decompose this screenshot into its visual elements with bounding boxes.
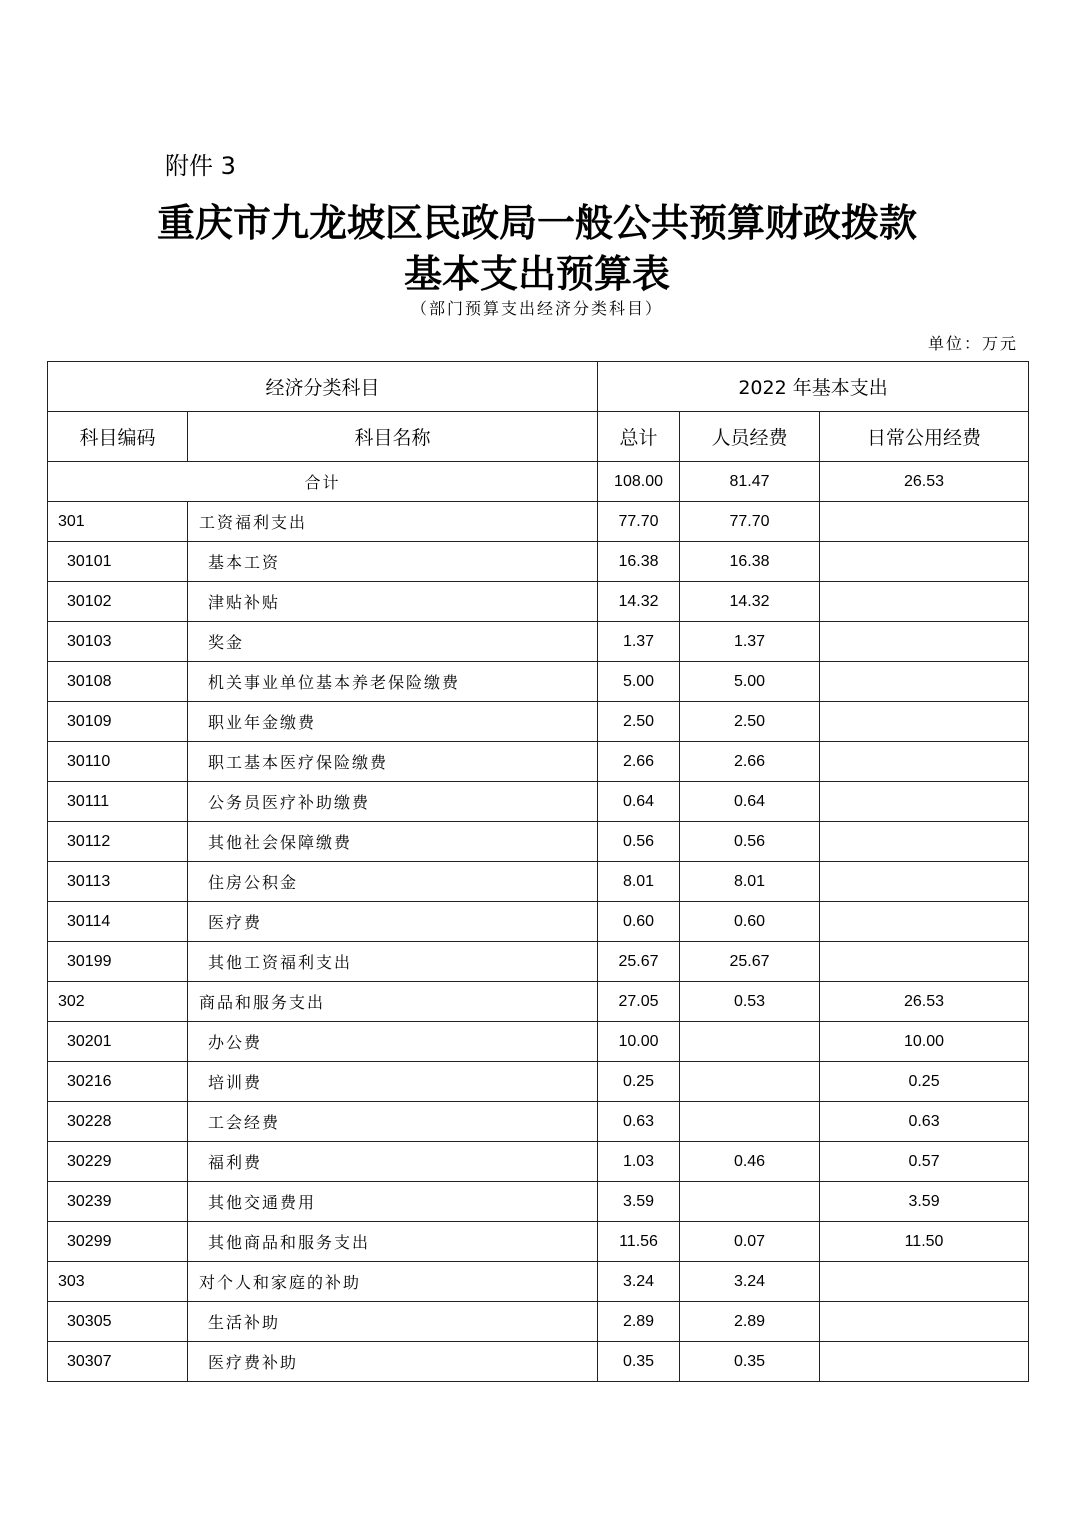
cell-name: 基本工资 bbox=[188, 542, 598, 582]
cell-name: 办公费 bbox=[188, 1022, 598, 1062]
cell-name: 职业年金缴费 bbox=[188, 702, 598, 742]
cell-name: 工资福利支出 bbox=[188, 502, 598, 542]
cell-personnel: 0.60 bbox=[680, 902, 820, 942]
cell-code: 30111 bbox=[48, 782, 188, 822]
cell-total: 3.24 bbox=[598, 1262, 680, 1302]
cell-personnel: 2.89 bbox=[680, 1302, 820, 1342]
cell-personnel: 0.07 bbox=[680, 1222, 820, 1262]
table-row bbox=[48, 622, 1029, 662]
cell-personnel: 3.24 bbox=[680, 1262, 820, 1302]
table-row bbox=[48, 702, 1029, 742]
group-header-basic-expenditure: 2022 年基本支出 bbox=[598, 362, 1029, 412]
cell-name: 机关事业单位基本养老保险缴费 bbox=[188, 662, 598, 702]
column-header-total: 总计 bbox=[598, 412, 680, 462]
table-row bbox=[48, 1022, 1029, 1062]
attachment-label: 附件 3 bbox=[165, 152, 236, 180]
cell-public bbox=[820, 1262, 1029, 1302]
cell-total: 2.66 bbox=[598, 742, 680, 782]
cell-name: 工会经费 bbox=[188, 1102, 598, 1142]
cell-name: 住房公积金 bbox=[188, 862, 598, 902]
cell-code: 30112 bbox=[48, 822, 188, 862]
cell-public bbox=[820, 1302, 1029, 1342]
cell-name: 商品和服务支出 bbox=[188, 982, 598, 1022]
cell-public: 0.25 bbox=[820, 1062, 1029, 1102]
cell-code: 30199 bbox=[48, 942, 188, 982]
table-row bbox=[48, 822, 1029, 862]
cell-name: 津贴补贴 bbox=[188, 582, 598, 622]
total-cell-public: 26.53 bbox=[820, 462, 1029, 502]
cell-personnel: 0.35 bbox=[680, 1342, 820, 1382]
cell-name: 对个人和家庭的补助 bbox=[188, 1262, 598, 1302]
cell-code: 30108 bbox=[48, 662, 188, 702]
cell-public bbox=[820, 1342, 1029, 1382]
table-row bbox=[48, 502, 1029, 542]
cell-code: 30216 bbox=[48, 1062, 188, 1102]
cell-personnel: 16.38 bbox=[680, 542, 820, 582]
cell-personnel: 2.50 bbox=[680, 702, 820, 742]
cell-total: 0.63 bbox=[598, 1102, 680, 1142]
cell-personnel: 1.37 bbox=[680, 622, 820, 662]
cell-total: 0.25 bbox=[598, 1062, 680, 1102]
cell-code: 30201 bbox=[48, 1022, 188, 1062]
cell-personnel: 2.66 bbox=[680, 742, 820, 782]
cell-total: 1.37 bbox=[598, 622, 680, 662]
table-row bbox=[48, 782, 1029, 822]
cell-total: 8.01 bbox=[598, 862, 680, 902]
cell-code: 30307 bbox=[48, 1342, 188, 1382]
table-row bbox=[48, 662, 1029, 702]
cell-total: 1.03 bbox=[598, 1142, 680, 1182]
cell-code: 302 bbox=[48, 982, 188, 1022]
cell-public bbox=[820, 942, 1029, 982]
table-row bbox=[48, 1062, 1029, 1102]
cell-public bbox=[820, 862, 1029, 902]
cell-personnel: 77.70 bbox=[680, 502, 820, 542]
cell-name: 其他交通费用 bbox=[188, 1182, 598, 1222]
cell-code: 30101 bbox=[48, 542, 188, 582]
cell-total: 10.00 bbox=[598, 1022, 680, 1062]
document-title-line1: 重庆市九龙坡区民政局一般公共预算财政拨款 bbox=[156, 200, 917, 245]
cell-public bbox=[820, 782, 1029, 822]
cell-personnel: 14.32 bbox=[680, 582, 820, 622]
table-column-header-row bbox=[48, 412, 1029, 462]
cell-public: 0.57 bbox=[820, 1142, 1029, 1182]
cell-total: 0.64 bbox=[598, 782, 680, 822]
cell-code: 30239 bbox=[48, 1182, 188, 1222]
table-row bbox=[48, 1222, 1029, 1262]
cell-total: 3.59 bbox=[598, 1182, 680, 1222]
cell-personnel: 8.01 bbox=[680, 862, 820, 902]
cell-name: 公务员医疗补助缴费 bbox=[188, 782, 598, 822]
cell-personnel: 0.56 bbox=[680, 822, 820, 862]
cell-code: 30229 bbox=[48, 1142, 188, 1182]
cell-total: 25.67 bbox=[598, 942, 680, 982]
cell-total: 11.56 bbox=[598, 1222, 680, 1262]
cell-public bbox=[820, 742, 1029, 782]
cell-personnel: 0.46 bbox=[680, 1142, 820, 1182]
cell-public: 3.59 bbox=[820, 1182, 1029, 1222]
unit-label: 单位：万元 bbox=[927, 334, 1018, 353]
cell-public: 10.00 bbox=[820, 1022, 1029, 1062]
column-header-personnel: 人员经费 bbox=[680, 412, 820, 462]
cell-name: 其他社会保障缴费 bbox=[188, 822, 598, 862]
group-header-economic-category: 经济分类科目 bbox=[48, 362, 598, 412]
table-row bbox=[48, 982, 1029, 1022]
cell-name: 医疗费 bbox=[188, 902, 598, 942]
total-row bbox=[48, 462, 1029, 502]
cell-code: 301 bbox=[48, 502, 188, 542]
cell-code: 30114 bbox=[48, 902, 188, 942]
cell-name: 其他商品和服务支出 bbox=[188, 1222, 598, 1262]
document-subtitle: （部门预算支出经济分类科目） bbox=[410, 299, 663, 318]
table-row bbox=[48, 1142, 1029, 1182]
column-header-name: 科目名称 bbox=[188, 412, 598, 462]
cell-public bbox=[820, 702, 1029, 742]
table-row bbox=[48, 1102, 1029, 1142]
cell-code: 30113 bbox=[48, 862, 188, 902]
cell-code: 30109 bbox=[48, 702, 188, 742]
cell-personnel bbox=[680, 1022, 820, 1062]
cell-public bbox=[820, 822, 1029, 862]
cell-public bbox=[820, 622, 1029, 662]
cell-public bbox=[820, 542, 1029, 582]
cell-total: 27.05 bbox=[598, 982, 680, 1022]
table-group-header-row bbox=[48, 362, 1029, 412]
cell-personnel bbox=[680, 1062, 820, 1102]
cell-personnel: 0.64 bbox=[680, 782, 820, 822]
cell-public bbox=[820, 902, 1029, 942]
column-header-public: 日常公用经费 bbox=[820, 412, 1029, 462]
table-row bbox=[48, 582, 1029, 622]
table-row bbox=[48, 542, 1029, 582]
table-row bbox=[48, 862, 1029, 902]
total-cell-personnel: 81.47 bbox=[680, 462, 820, 502]
table-row bbox=[48, 902, 1029, 942]
cell-total: 16.38 bbox=[598, 542, 680, 582]
cell-code: 30103 bbox=[48, 622, 188, 662]
cell-personnel bbox=[680, 1182, 820, 1222]
table-row bbox=[48, 942, 1029, 982]
cell-total: 77.70 bbox=[598, 502, 680, 542]
table-row bbox=[48, 1262, 1029, 1302]
cell-total: 5.00 bbox=[598, 662, 680, 702]
cell-public bbox=[820, 502, 1029, 542]
cell-total: 0.56 bbox=[598, 822, 680, 862]
cell-name: 职工基本医疗保险缴费 bbox=[188, 742, 598, 782]
column-header-code: 科目编码 bbox=[48, 412, 188, 462]
cell-code: 30305 bbox=[48, 1302, 188, 1342]
table-row bbox=[48, 1342, 1029, 1382]
cell-name: 生活补助 bbox=[188, 1302, 598, 1342]
cell-public: 11.50 bbox=[820, 1222, 1029, 1262]
cell-total: 14.32 bbox=[598, 582, 680, 622]
cell-personnel: 25.67 bbox=[680, 942, 820, 982]
total-label: 合计 bbox=[48, 462, 598, 502]
document-title-line2: 基本支出预算表 bbox=[403, 251, 670, 296]
cell-code: 303 bbox=[48, 1262, 188, 1302]
cell-name: 其他工资福利支出 bbox=[188, 942, 598, 982]
cell-name: 福利费 bbox=[188, 1142, 598, 1182]
cell-personnel bbox=[680, 1102, 820, 1142]
cell-code: 30299 bbox=[48, 1222, 188, 1262]
cell-code: 30228 bbox=[48, 1102, 188, 1142]
cell-name: 医疗费补助 bbox=[188, 1342, 598, 1382]
cell-total: 2.89 bbox=[598, 1302, 680, 1342]
cell-total: 0.60 bbox=[598, 902, 680, 942]
cell-public: 0.63 bbox=[820, 1102, 1029, 1142]
cell-personnel: 0.53 bbox=[680, 982, 820, 1022]
cell-code: 30102 bbox=[48, 582, 188, 622]
cell-total: 2.50 bbox=[598, 702, 680, 742]
table-row bbox=[48, 1302, 1029, 1342]
cell-public bbox=[820, 582, 1029, 622]
table-row bbox=[48, 742, 1029, 782]
cell-personnel: 5.00 bbox=[680, 662, 820, 702]
cell-public: 26.53 bbox=[820, 982, 1029, 1022]
table-row bbox=[48, 1182, 1029, 1222]
cell-public bbox=[820, 662, 1029, 702]
total-cell-total: 108.00 bbox=[598, 462, 680, 502]
cell-total: 0.35 bbox=[598, 1342, 680, 1382]
budget-table bbox=[47, 361, 1029, 1382]
cell-code: 30110 bbox=[48, 742, 188, 782]
cell-name: 奖金 bbox=[188, 622, 598, 662]
cell-name: 培训费 bbox=[188, 1062, 598, 1102]
